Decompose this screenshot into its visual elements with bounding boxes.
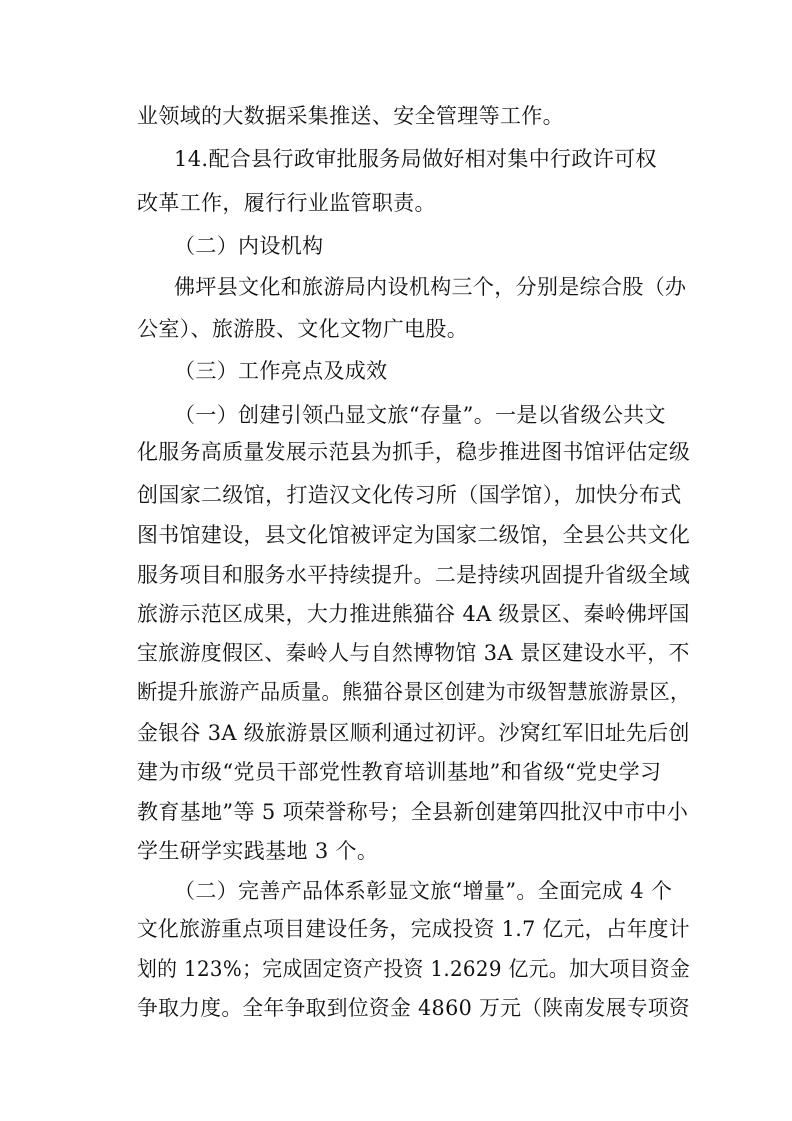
text-line: （二）完善产品体系彰显文旅“增量”。全面完成 4 个: [174, 879, 673, 903]
text-line: 建为市级“党员干部党性教育培训基地”和省级“党史学习: [137, 760, 662, 784]
text-line: 学生研学实践基地 3 个。: [137, 839, 379, 863]
text-line: 服务项目和服务水平持续提升。二是持续巩固提升省级全域: [137, 563, 691, 587]
section-heading: （三）工作亮点及成效: [174, 359, 388, 383]
text-line: 争取力度。全年争取到位资金 4860 万元（陕南发展专项资: [137, 996, 690, 1020]
text-line: 化服务高质量发展示范县为抓手，稳步推进图书馆评估定级: [137, 440, 691, 464]
text-line: （一）创建引领凸显文旅“存量”。一是以省级公共文: [174, 403, 666, 427]
text-line: 创国家二级馆，打造汉文化传习所（国学馆），加快分布式: [137, 483, 682, 507]
text-line: 佛坪县文化和旅游局内设机构三个，分别是综合股（办: [174, 275, 687, 299]
text-line: 公室）、旅游股、文化文物广电股。: [137, 317, 469, 341]
text-line: 旅游示范区成果，大力推进熊猫谷 4A 级景区、秦岭佛坪国: [137, 602, 690, 626]
text-line: 断提升旅游产品质量。熊猫谷景区创建为市级智慧旅游景区，: [137, 680, 691, 704]
text-line: 划的 123%；完成固定资产投资 1.2629 亿元。加大项目资金: [137, 957, 691, 981]
section-heading: （二）内设机构: [174, 234, 324, 258]
text-line: 教育基地”等 5 项荣誉称号；全县新创建第四批汉中市中小: [137, 800, 689, 824]
text-line: 文化旅游重点项目建设任务，完成投资 1.7 亿元，占年度计: [137, 917, 690, 941]
text-line: 14.配合县行政审批服务局做好相对集中行政许可权: [174, 147, 657, 171]
text-line: 图书馆建设，县文化馆被评定为国家二级馆，全县公共文化: [137, 523, 691, 547]
text-line: 金银谷 3A 级旅游景区顺利通过初评。沙窝红军旧址先后创: [137, 721, 690, 745]
text-line: 业领域的大数据采集推送、安全管理等工作。: [137, 104, 564, 128]
text-line: 改革工作，履行行业监管职责。: [137, 191, 436, 215]
text-line: 宝旅游度假区、秦岭人与自然博物馆 3A 景区建设水平，不: [137, 641, 690, 665]
